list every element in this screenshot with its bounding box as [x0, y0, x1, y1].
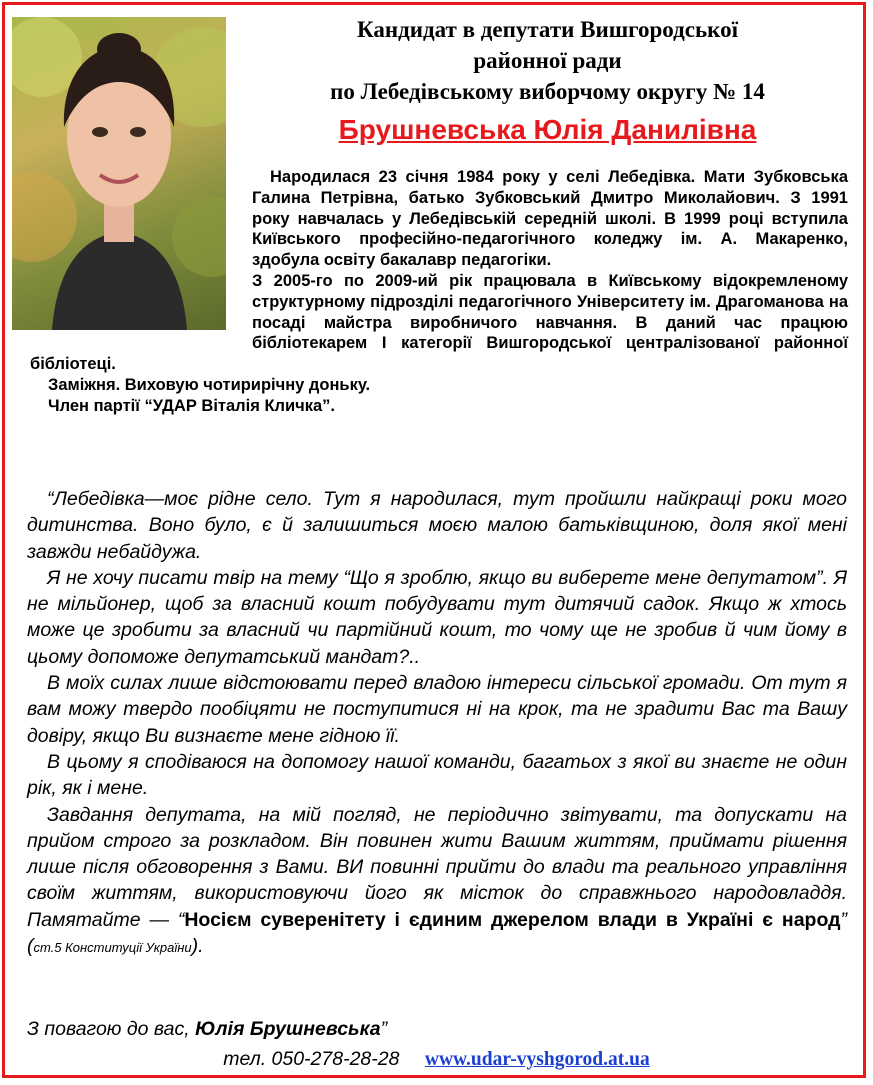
quote-paragraph-5: [27, 802, 847, 962]
website-link[interactable]: www.udar-vyshgorod.at.ua: [424, 1049, 650, 1070]
bio-paragraph-1: Народилася 23 січня 1984 року у селі Лебедівка. Мати Зубковська Галина Петрівна, батько Зубковський Дмитро Миколайович. З 1991 року навчалась у Лебедівській середній школі. В 1999 році вступила Київського професійно-педагогічного коледжу ім. А. Макаренко, здобула освіту бакалавр педагогіки.: [252, 168, 848, 270]
header-line-2: районної ради: [473, 48, 622, 73]
signature-suffix: ”: [380, 1018, 388, 1040]
phone-number: тел. 050-278-28-28: [223, 1048, 400, 1070]
header-line-3: по Лебедівському виборчому округу № 14: [330, 79, 765, 104]
quote-p5-close: ” (: [27, 908, 847, 958]
constitution-quote: Носієм суверенітету і єдиним джерелом влади в Україні є народ: [184, 908, 841, 931]
quote-paragraph-2: Я не хочу писати твір на тему “Що я зроблю, якщо ви виберете мене депутатом”. Я не мільйонер, щоб за власний кошт побудувати тут дитячий садок. Якщо ж хтось може це зробити за власний чи партійний кошт, то чому ще не зробив й чим йому в цьому допоможе депутатський мандат?..: [27, 566, 847, 668]
bio-paragraph-3: Заміжня. Виховую чотирирічну доньку.: [48, 375, 371, 394]
quote-paragraph-3: В моїх силах лише відстоювати перед владою інтереси сільської громади. От тут я вам можу твердо пообіцяти не поступитися ні на крок, та не зрадити Вас та Вашу довіру, якщо Ви визнаєте мене гідною її.: [27, 672, 847, 747]
quote-p5-text: Завдання депутата, на мій погляд, не періодично звітувати, та допускати на прийом строго за розкладом. Він повинен жити Вашим життям, приймати рішення лише після обговорення з Вами. ВИ повинні прийти до влади та реального управління своїм життям, використовуючи його як місток до справжнього народовладдя. Памятайте — “: [27, 803, 847, 931]
bio-paragraph-2: З 2005-го по 2009-ий рік працювала в Київському відокремленому структурному підрозділі педагогічного Університету ім. Драгоманова на посаді майстра виробничого навчання. В даний час працюю бібліотекарем І категорії Вишгородської централізованої районної бібліотеці.: [30, 271, 848, 374]
signature: [27, 1016, 847, 1042]
candidate-address: [27, 486, 847, 961]
constitution-reference: ст.5 Конституції України: [33, 940, 192, 956]
header-line-1: Кандидат в депутати Вишгородської: [356, 17, 738, 42]
signature-name: Юлія Брушневська: [195, 1018, 381, 1040]
quote-p5-end: ).: [191, 935, 204, 958]
quote-paragraph-1: “Лебедівка—моє рідне село. Тут я народилася, тут пройшли найкращі роки мого дитинства. Воно було, є й залишиться моєю малою батьківщиною, доля якої мені завжди небайдужа.: [27, 488, 847, 563]
candidate-name: Брушневська Юлія Данилівна: [338, 114, 757, 145]
contacts: [0, 1046, 873, 1073]
biography: [30, 167, 848, 417]
signature-prefix: З повагою до вас,: [27, 1018, 196, 1040]
bio-paragraph-4: Член партії “УДАР Віталія Кличка”.: [48, 396, 335, 415]
quote-paragraph-4: В цьому я сподіваюся на допомогу нашої команди, багатьох з якої ви знаєте не один рік, як і мене.: [27, 750, 847, 800]
document-header: [235, 14, 860, 107]
